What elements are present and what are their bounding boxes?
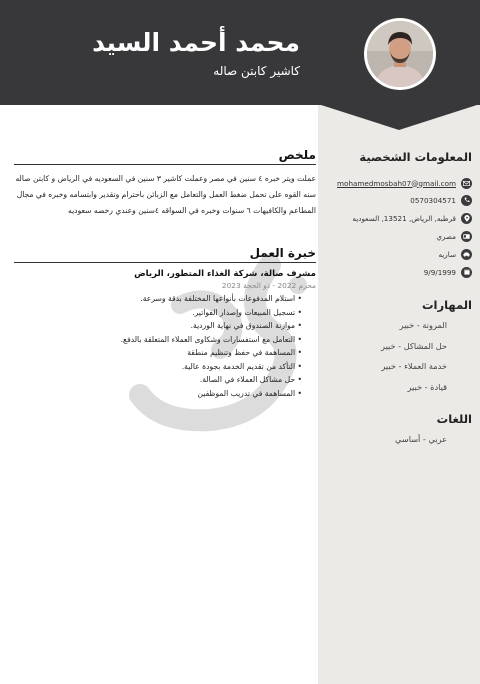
- language-item: عربي - أساسي: [395, 434, 447, 444]
- contact-address: [352, 212, 472, 224]
- calendar-icon: [461, 267, 472, 278]
- skill-item: قيادة - خبير: [407, 382, 447, 392]
- personal-info-title: المعلومات الشخصية: [359, 150, 472, 164]
- nationality-text: مصري: [436, 231, 456, 241]
- contact-nationality: [436, 230, 472, 242]
- languages-title: اللغات: [436, 412, 472, 426]
- duty-item: • المساهمة في تدريب الموظفين: [197, 388, 302, 398]
- duty-item: • موازنة الصندوق في نهاية الوردية.: [190, 321, 302, 330]
- duties-list: [14, 292, 316, 400]
- license-text: ساريه: [438, 249, 456, 259]
- header-chevron: [318, 104, 480, 130]
- phone-icon: [461, 195, 472, 206]
- contact-license: [438, 248, 472, 260]
- job-heading: مشرف صالة، شركة الغذاء المتطور، الرياض: [134, 269, 316, 279]
- contact-phone: [410, 194, 472, 206]
- duty-item: • حل مشاكل العملاء في الصالة.: [199, 375, 302, 384]
- profile-photo: [367, 21, 433, 87]
- duty-item: • المساهمة في حفظ وتنظيم منطقة: [187, 348, 302, 357]
- experience-section: [14, 246, 316, 400]
- experience-title: خبرة العمل: [14, 246, 316, 263]
- avatar: [364, 18, 436, 90]
- skill-item: خدمة العملاء - خبير: [381, 361, 447, 371]
- duty-item: • التأكد من تقديم الخدمة بجودة عالية.: [181, 361, 302, 371]
- location-icon: [461, 213, 472, 224]
- phone-text: 0570304571: [410, 195, 456, 205]
- email-text[interactable]: mohamedmosbah07@gmail.com: [337, 178, 456, 188]
- contact-email: [337, 177, 472, 189]
- job-dates: محرم 2022 - ذو الحجة 2023: [221, 281, 316, 290]
- email-icon: [461, 178, 472, 189]
- summary-title: ملخص: [14, 148, 316, 165]
- id-card-icon: [461, 231, 472, 242]
- contact-birthdate: [424, 266, 472, 278]
- summary-section: [14, 148, 316, 219]
- birthdate-text: 9/9/1999: [423, 267, 456, 277]
- summary-text: عملت ويتر خبره ٤ سنين في مصر وعملت كاشير ٣ سنين في السعوديه في الرياض و كابتن صاله سنه القوه على تحمل ضغط العمل والتعامل مع الزبائن باحترام وتقدير وابتسامه وخبره في مجال المطاعم والكافيهات ٦ سنوات وخبره في السواقه ٤سنين وعندي رخصه سعوديه: [15, 174, 316, 215]
- address-text: قرطبه, الرياض, 13521, السعوديه: [352, 213, 456, 223]
- car-icon: [461, 249, 472, 260]
- candidate-name: محمد أحمد السيد: [92, 28, 300, 57]
- duty-item: • تسجيل المبيعات وإصدار الفواتير.: [192, 307, 302, 317]
- candidate-job-title: كاشير كابتن صاله: [213, 64, 300, 78]
- skill-item: المرونة - خبير: [399, 320, 447, 330]
- skills-title: المهارات: [422, 298, 472, 312]
- duty-item: • التعامل مع استفسارات وشكاوى العملاء المتعلقة بالدفع.: [120, 334, 302, 344]
- skill-item: حل المشاكل - خبير: [381, 341, 447, 351]
- duty-item: • استلام المدفوعات بأنواعها المختلفة بدقة وسرعة.: [140, 294, 302, 303]
